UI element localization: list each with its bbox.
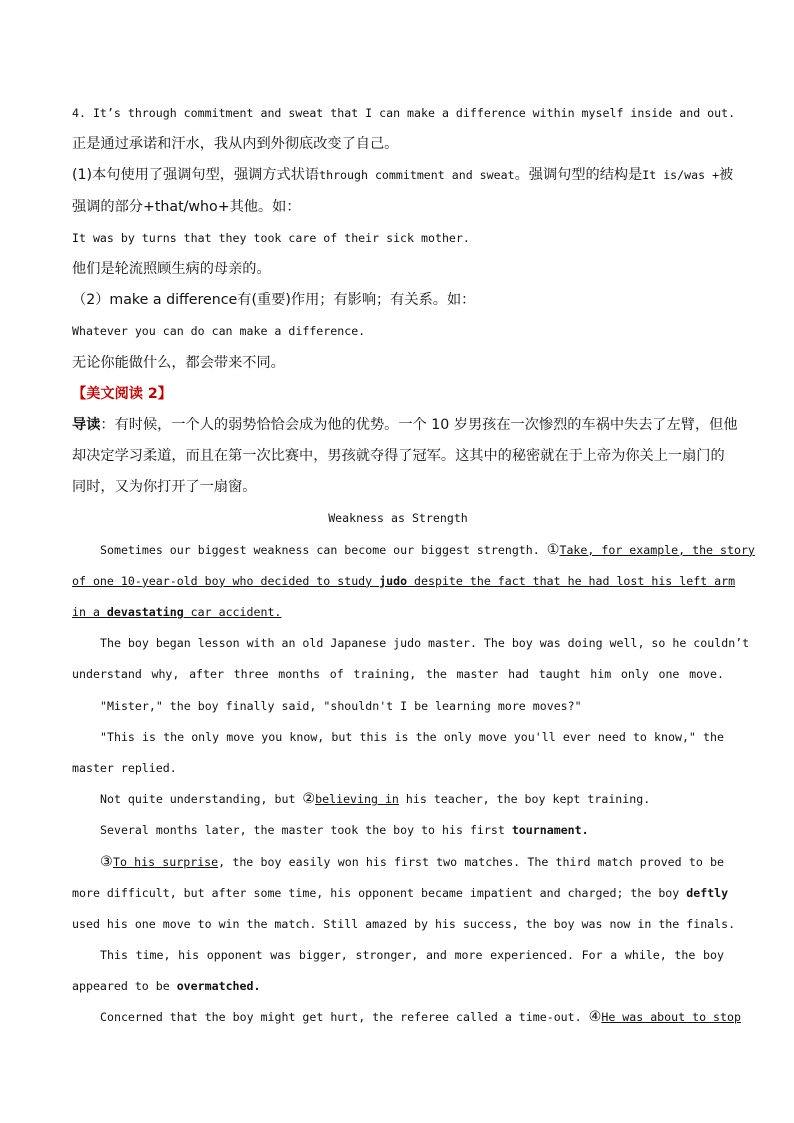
p8-text-b: appeared to be (72, 979, 177, 994)
p5-line1 (72, 784, 724, 815)
article-title: Weakness as Strength (328, 511, 468, 526)
p3-line1: "Mister," the boy finally said, "shouldn't I be learning more moves?" (100, 698, 582, 713)
p1-underline-a: Take, for example, the story (559, 542, 755, 557)
p9-circled-4: ④ (588, 1009, 602, 1026)
p1-text-a: Sometimes our biggest weakness can become our biggest strength. (100, 542, 547, 557)
reading2-label: 【美文阅读 2】 (72, 385, 172, 402)
p8-line1: This time, his opponent was bigger, stronger, and more experienced. For a while, the boy (100, 948, 724, 963)
p9-text-a: Concerned that the boy might get hurt, the referee called a time-out. (100, 1010, 589, 1025)
p1-line2 (72, 566, 736, 597)
p7-underline: To his surprise (112, 854, 219, 869)
p4-line1: "This is the only move you know, but this is the only move you'll ever need to know," the (100, 729, 724, 744)
p7-text-b: more difficult, but after some time, his opponent became impatient and charged; the boy (72, 885, 687, 900)
p1-text-e: in a (72, 605, 107, 619)
p1-judo: judo (379, 573, 408, 588)
p1-text-f: car accident. (183, 605, 282, 619)
note1-line1 (72, 160, 734, 191)
p7-deftly: deftly (686, 885, 729, 900)
note1-text-b: through commitment and sweat (319, 168, 515, 183)
p8-line2 (72, 971, 724, 1002)
p9-line1 (72, 1002, 741, 1033)
item4-sentence-cn: 正是通过承诺和汗水，我从内到外彻底改变了自己。 (72, 136, 399, 153)
p7-line3: used his one move to win the match. Still amazed by his success, the boy was now in the finals. (72, 916, 736, 931)
p1-text-d: despite the fact that he had lost his left arm (407, 573, 736, 588)
p1-devastating: devastating (106, 605, 184, 619)
example1-en: It was by turns that they took care of their sick mother. (72, 230, 470, 245)
p6-line1 (72, 815, 724, 846)
intro-line2: 却决定学习柔道，而且在第一次比赛中，男孩就夺得了冠军。这其中的秘密就在于上帝为你关上一扇门的 (72, 448, 725, 465)
p1-line3 (72, 597, 724, 628)
note1-text-a: (1)本句使用了强调句型，强调方式状语 (72, 167, 320, 184)
p7-text-a: , the boy easily won his first two matches. The third match proved to be (218, 854, 724, 869)
p9-underline: He was about to stop (601, 1010, 741, 1025)
item4-sentence-en: 4. It’s through commitment and sweat that I can make a difference within myself inside and out. (72, 106, 736, 120)
note2-text-a: （2）make a difference (72, 292, 238, 309)
p5-circled-2: ② (302, 791, 316, 808)
intro-line3: 同时，又为你打开了一扇窗。 (72, 479, 257, 496)
intro-label: 导读 (72, 416, 101, 433)
p2-line1: The boy began lesson with an old Japanese judo master. The boy was doing well, so he couldn’t (100, 636, 750, 651)
p7-line1 (72, 847, 724, 878)
note2-text-b: 有(重要)作用；有影响；有关系。如： (237, 292, 476, 309)
p6-tournament: tournament. (511, 823, 589, 838)
intro-text-1: ：有时候，一个人的弱势恰恰会成为他的优势。一个 10 岁男孩在一次惨烈的车祸中失去了左臂，但他 (100, 416, 738, 433)
p5-text-a: Not quite understanding, but (100, 792, 303, 807)
p7-circled-3: ③ (100, 853, 113, 870)
intro-line1 (72, 410, 738, 441)
p2-line2: understand why, after three months of training, the master had taught him only one move. (72, 667, 724, 682)
p7-line2 (72, 878, 729, 909)
note1-line2: 强调的部分+that/who+其他。如： (72, 198, 301, 215)
document-page (72, 98, 755, 1034)
note1-text-c: 。强调句型的结构是 (514, 167, 643, 184)
p1-circled-1: ① (546, 541, 560, 558)
p4-line2: master replied. (72, 760, 177, 775)
p6-text-a: Several months later, the master took the boy to his first (100, 823, 512, 838)
example1-cn: 他们是轮流照顾生病的母亲的。 (72, 260, 271, 277)
p1-line1 (72, 535, 755, 566)
p5-text-b: his teacher, the boy kept training. (398, 792, 651, 807)
note2-line (72, 285, 724, 316)
note1-text-d: It is/was + (642, 168, 720, 183)
note1-text-e: 被 (719, 167, 734, 184)
example2-cn: 无论你能做什么，都会带来不同。 (72, 354, 285, 371)
example2-en: Whatever you can do can make a difference. (72, 324, 366, 339)
p1-text-c: of one 10-year-old boy who decided to study (72, 573, 380, 588)
p8-overmatched: overmatched. (176, 979, 261, 994)
p5-underline: believing in (315, 792, 399, 807)
